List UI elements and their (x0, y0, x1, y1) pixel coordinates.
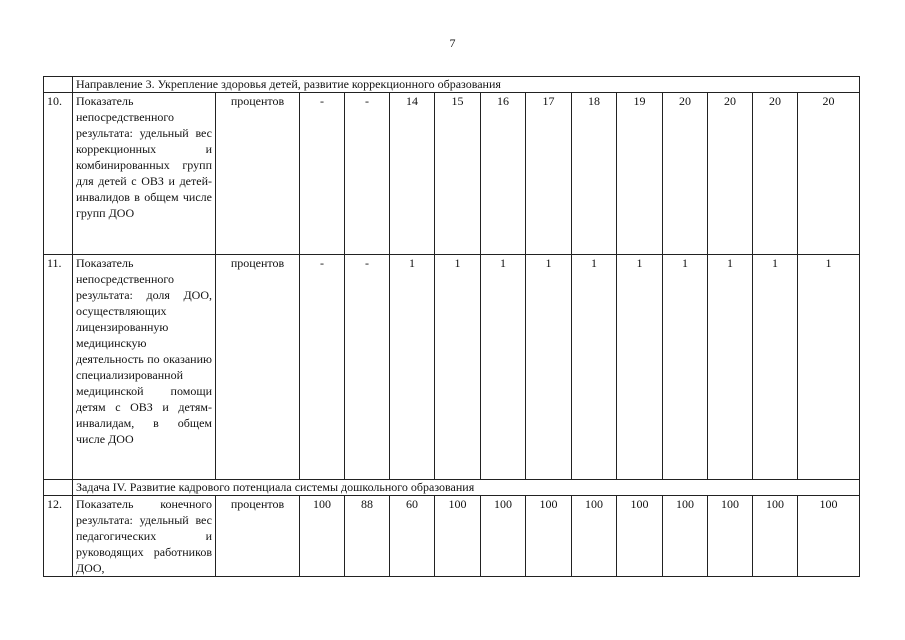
value-cell: 100 (526, 496, 572, 577)
section-title: Направление 3. Укрепление здоровья детей, развитие коррекционного образования (73, 77, 860, 93)
unit-cell: процентов (216, 496, 300, 577)
indicator-name: Показатель непосредственного результата: удельный вес коррекционных и комбинированных групп для детей с ОВЗ и детей-инвалидов в общем числе групп ДОО (73, 93, 216, 255)
value-cell: 100 (481, 496, 526, 577)
page-number: 7 (449, 36, 456, 50)
value-cell: 17 (526, 93, 572, 255)
value-cell: 1 (390, 255, 435, 480)
table-body (44, 77, 860, 577)
value-cell: 19 (617, 93, 663, 255)
unit-cell: процентов (216, 255, 300, 480)
value-cell: - (300, 255, 345, 480)
indicator-name: Показатель непосредственного результата: доля ДОО, осуществляющих лицензированную медицинскую деятельность по оказанию специализированной медицинской помощи детям с ОВЗ и детям-инвалидам, в общем числе ДОО (73, 255, 216, 480)
indicators-table (43, 76, 860, 577)
value-cell: 1 (572, 255, 617, 480)
value-cell: 100 (663, 496, 708, 577)
indicator-name: Показатель конечного результата: удельный вес педагогических и руководящих работников ДОО, (73, 496, 216, 577)
unit-cell: процентов (216, 93, 300, 255)
table-row (44, 255, 860, 480)
value-cell: 100 (572, 496, 617, 577)
value-cell: 100 (300, 496, 345, 577)
row-number: 12. (44, 496, 73, 577)
value-cell: 100 (435, 496, 481, 577)
value-cell: 60 (390, 496, 435, 577)
row-number: 11. (44, 255, 73, 480)
value-cell: 1 (526, 255, 572, 480)
section-row (44, 77, 860, 93)
value-cell: 1 (435, 255, 481, 480)
section-title: Задача IV. Развитие кадрового потенциала системы дошкольного образования (73, 480, 860, 496)
value-cell: 20 (798, 93, 860, 255)
value-cell: - (345, 255, 390, 480)
value-cell: 1 (753, 255, 798, 480)
value-cell: 88 (345, 496, 390, 577)
section-spacer-cell (44, 480, 73, 496)
value-cell: 14 (390, 93, 435, 255)
value-cell: - (345, 93, 390, 255)
value-cell: 100 (617, 496, 663, 577)
table-row (44, 93, 860, 255)
value-cell: 20 (708, 93, 753, 255)
value-cell: 1 (481, 255, 526, 480)
value-cell: - (300, 93, 345, 255)
section-row (44, 480, 860, 496)
value-cell: 1 (663, 255, 708, 480)
row-number: 10. (44, 93, 73, 255)
value-cell: 1 (617, 255, 663, 480)
value-cell: 100 (753, 496, 798, 577)
table-row (44, 496, 860, 577)
value-cell: 100 (708, 496, 753, 577)
value-cell: 16 (481, 93, 526, 255)
value-cell: 100 (798, 496, 860, 577)
section-spacer-cell (44, 77, 73, 93)
value-cell: 1 (798, 255, 860, 480)
value-cell: 20 (663, 93, 708, 255)
value-cell: 15 (435, 93, 481, 255)
value-cell: 1 (708, 255, 753, 480)
value-cell: 20 (753, 93, 798, 255)
value-cell: 18 (572, 93, 617, 255)
